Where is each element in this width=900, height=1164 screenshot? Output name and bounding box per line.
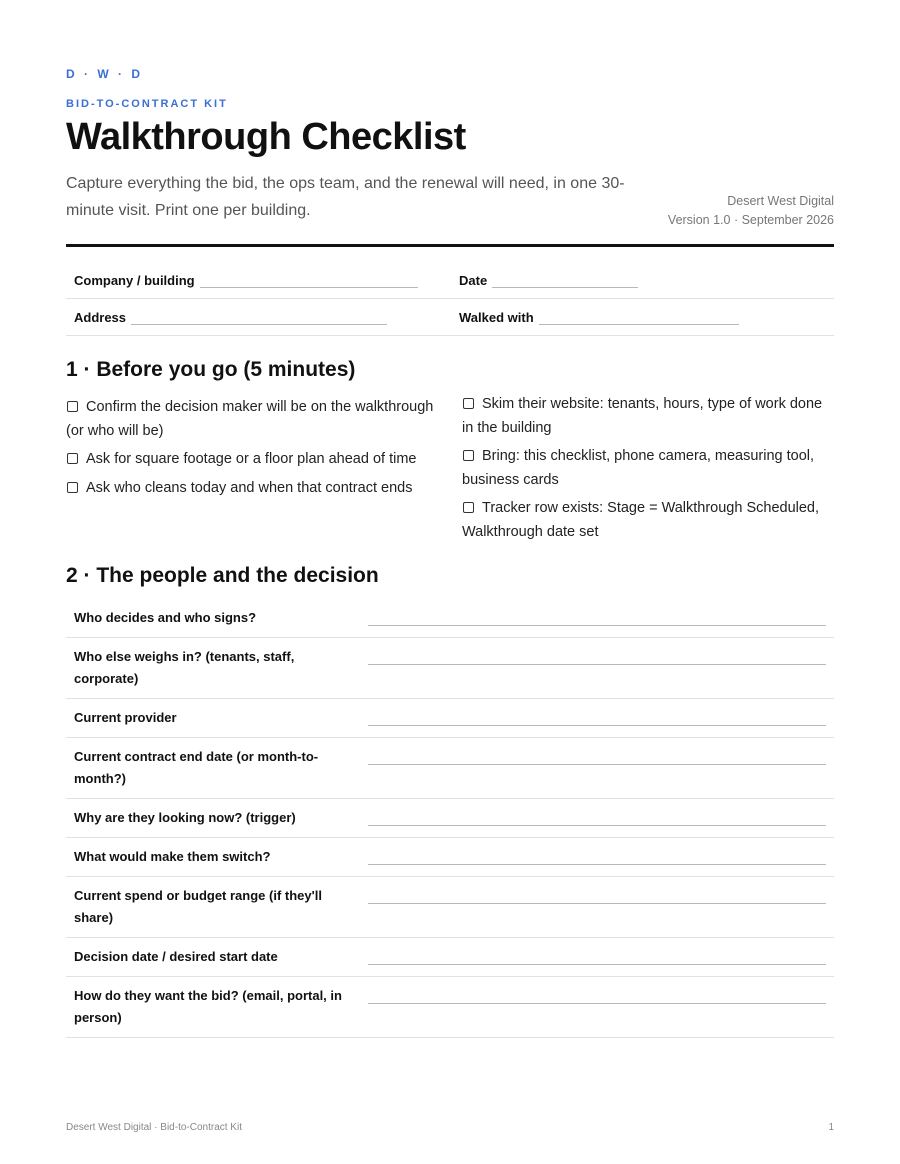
page-title: Walkthrough Checklist xyxy=(66,116,466,158)
answer-line[interactable] xyxy=(368,964,826,965)
question-label: Current spend or budget range (if they'll share) xyxy=(74,888,322,925)
checklist-item-text: Confirm the decision maker will be on the walkthrough (or who will be) xyxy=(66,399,434,439)
checklist-item-text: Skim their website: tenants, hours, type of work done in the building xyxy=(462,396,823,436)
question-row xyxy=(66,977,834,1038)
answer-line[interactable] xyxy=(368,664,826,665)
checkbox-icon[interactable] xyxy=(67,401,78,412)
company-name: Desert West Digital xyxy=(727,194,834,208)
checkbox-icon[interactable] xyxy=(463,450,474,461)
question-row xyxy=(66,738,834,799)
checkbox-icon[interactable] xyxy=(463,398,474,409)
answer-line[interactable] xyxy=(368,764,826,765)
question-label: What would make them switch? xyxy=(74,849,271,864)
question-label: Decision date / desired start date xyxy=(74,949,278,964)
page-subtitle: Capture everything the bid, the ops team, and the renewal will need, in one 30-minute visit. Print one per building. xyxy=(66,175,625,219)
walked-with-input-line[interactable] xyxy=(539,310,739,325)
company-building-input-line[interactable] xyxy=(200,273,418,288)
info-row xyxy=(66,262,834,299)
checklist-item-text: Ask for square footage or a floor plan ahead of time xyxy=(86,451,417,467)
question-label: Why are they looking now? (trigger) xyxy=(74,810,296,825)
address-input-line[interactable] xyxy=(131,310,387,325)
company-building-field xyxy=(74,262,418,298)
answer-line[interactable] xyxy=(368,725,826,726)
brand-logo: D · W · D xyxy=(66,67,143,81)
checklist-item-text: Ask who cleans today and when that contract ends xyxy=(86,479,413,496)
checklist-item xyxy=(66,396,438,443)
date-input-line[interactable] xyxy=(492,273,638,288)
document-meta xyxy=(668,192,834,230)
address-field xyxy=(74,299,387,335)
question-row xyxy=(66,938,834,977)
company-building-label: Company / building xyxy=(74,272,195,288)
question-label: How do they want the bid? (email, portal, in person) xyxy=(74,988,342,1025)
people-decision-table xyxy=(66,599,834,1038)
address-label: Address xyxy=(74,309,127,325)
version-label: Version 1.0 · September 2026 xyxy=(667,213,834,227)
question-row xyxy=(66,838,834,877)
question-row xyxy=(66,877,834,938)
checklist-page xyxy=(66,0,834,1164)
footer-text: Desert West Digital · Bid-to-Contract Kit xyxy=(66,1122,242,1133)
question-label: Who else weighs in? (tenants, staff, corporate) xyxy=(74,649,295,686)
answer-line[interactable] xyxy=(368,825,826,826)
answer-line[interactable] xyxy=(368,903,826,904)
question-row xyxy=(66,638,834,699)
header-divider xyxy=(66,244,834,247)
visit-info-fields xyxy=(66,262,834,336)
answer-line[interactable] xyxy=(368,1003,826,1004)
question-row xyxy=(66,599,834,638)
checkbox-icon[interactable] xyxy=(463,502,474,513)
checklist-item-text: Bring: this checklist, phone camera, measuring tool, business cards xyxy=(462,448,815,488)
section-1-heading: 1 · Before you go (5 minutes) xyxy=(66,358,356,381)
walked-with-field xyxy=(459,299,739,335)
checkbox-icon[interactable] xyxy=(67,453,78,464)
question-label: Who decides and who signs? xyxy=(74,610,257,625)
checklist-item xyxy=(462,393,836,440)
before-you-go-right-list xyxy=(462,393,836,544)
answer-line[interactable] xyxy=(368,625,826,626)
checklist-item xyxy=(66,477,438,501)
checklist-item xyxy=(66,448,438,472)
checklist-item-text: Tracker row exists: Stage = Walkthrough Scheduled, Walkthrough date set xyxy=(462,500,820,540)
date-field xyxy=(459,262,638,298)
section-2-heading: 2 · The people and the decision xyxy=(66,564,379,587)
before-you-go-left-list xyxy=(66,396,438,500)
checklist-item xyxy=(462,445,836,492)
info-row xyxy=(66,299,834,336)
checklist-item xyxy=(462,497,836,544)
question-row xyxy=(66,799,834,838)
answer-line[interactable] xyxy=(368,864,826,865)
date-label: Date xyxy=(459,272,488,288)
question-label: Current provider xyxy=(74,710,177,725)
checkbox-icon[interactable] xyxy=(67,482,78,493)
question-row xyxy=(66,699,834,738)
kit-label: BID-TO-CONTRACT KIT xyxy=(66,98,228,110)
walked-with-label: Walked with xyxy=(459,309,534,325)
page-number: 1 xyxy=(828,1122,834,1133)
question-label: Current contract end date (or month-to-month?) xyxy=(74,749,319,786)
